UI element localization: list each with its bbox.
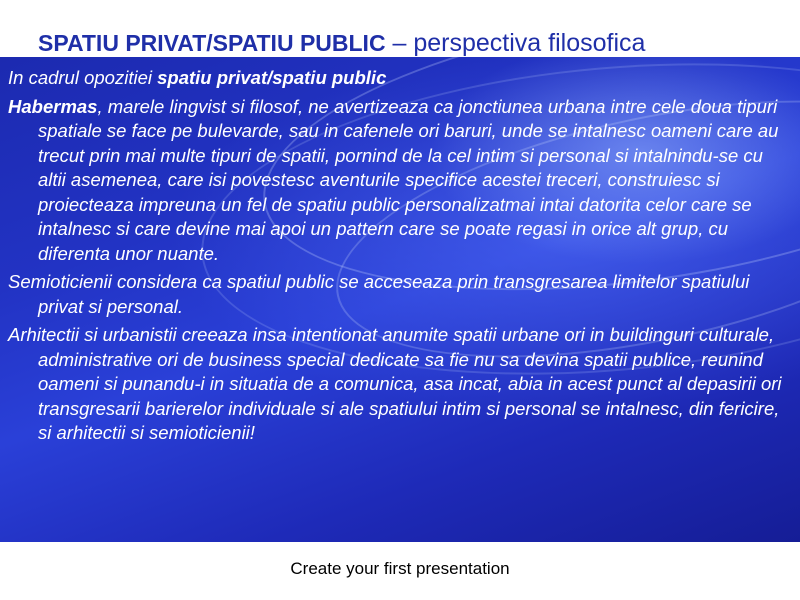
slide-content-area (0, 57, 800, 542)
title-bar (0, 0, 800, 57)
slide-body-text (8, 66, 794, 450)
paragraph-habermas-bold: Habermas (8, 95, 98, 117)
paragraph-intro (8, 66, 794, 91)
paragraph-architects (8, 323, 794, 446)
paragraph-architects-prefix: Arhitectii si urbanistii creeaza insa intentionat anumite spatii urbane ori in buildinguri culturale, administrative ori de business special dedicate sa fie nu sa devina spatii publice, reunind oameni si punandu-i in situatia de a comunica, asa incat, abia in acest punct al depasirii ori transgresarii barierelor individuale si ale spatiului intim si personal se intalnesc, din fericire, si arhitectii si semioticienii! (8, 324, 782, 443)
slide-title-rest: – perspectiva filosofica (385, 29, 646, 57)
paragraph-intro-bold: spatiu privat/spatiu public (157, 67, 387, 88)
paragraph-intro-prefix: In cadrul opozitiei (8, 67, 158, 88)
slide-title (38, 27, 645, 59)
slide-title-strong: SPATIU PRIVAT/SPATIU PUBLIC (38, 30, 386, 56)
footer-caption: Create your first presentation (290, 559, 510, 578)
paragraph-habermas (8, 95, 794, 267)
paragraph-semioticians-prefix: Semioticienii considera ca spatiul public se acceseaza prin transgresarea limitelor spatiului privat si personal. (8, 271, 750, 317)
paragraph-habermas-suffix: , marele lingvist si filosof, ne avertizeaza ca jonctiunea urbana intre cele doua tipuri spatiale se face pe bulevarde, sau in cafenele ori baruri, unde se intalnesc oameni care au trecut prin mai multe tipuri de spatii, pornind de la cel intim si personal si intalnindu-se cu altii asemenea, care isi povestesc aventurile specifice acestei treceri, construiesc si proiecteaza impreuna un fel de spatiu public personalizatmai intai datorita celor care se intalnesc si care devine mai apoi un pattern care se poate regasi in orice alt grup, cu diferenta unor nuante. (38, 95, 779, 264)
paragraph-semioticians (8, 270, 794, 319)
